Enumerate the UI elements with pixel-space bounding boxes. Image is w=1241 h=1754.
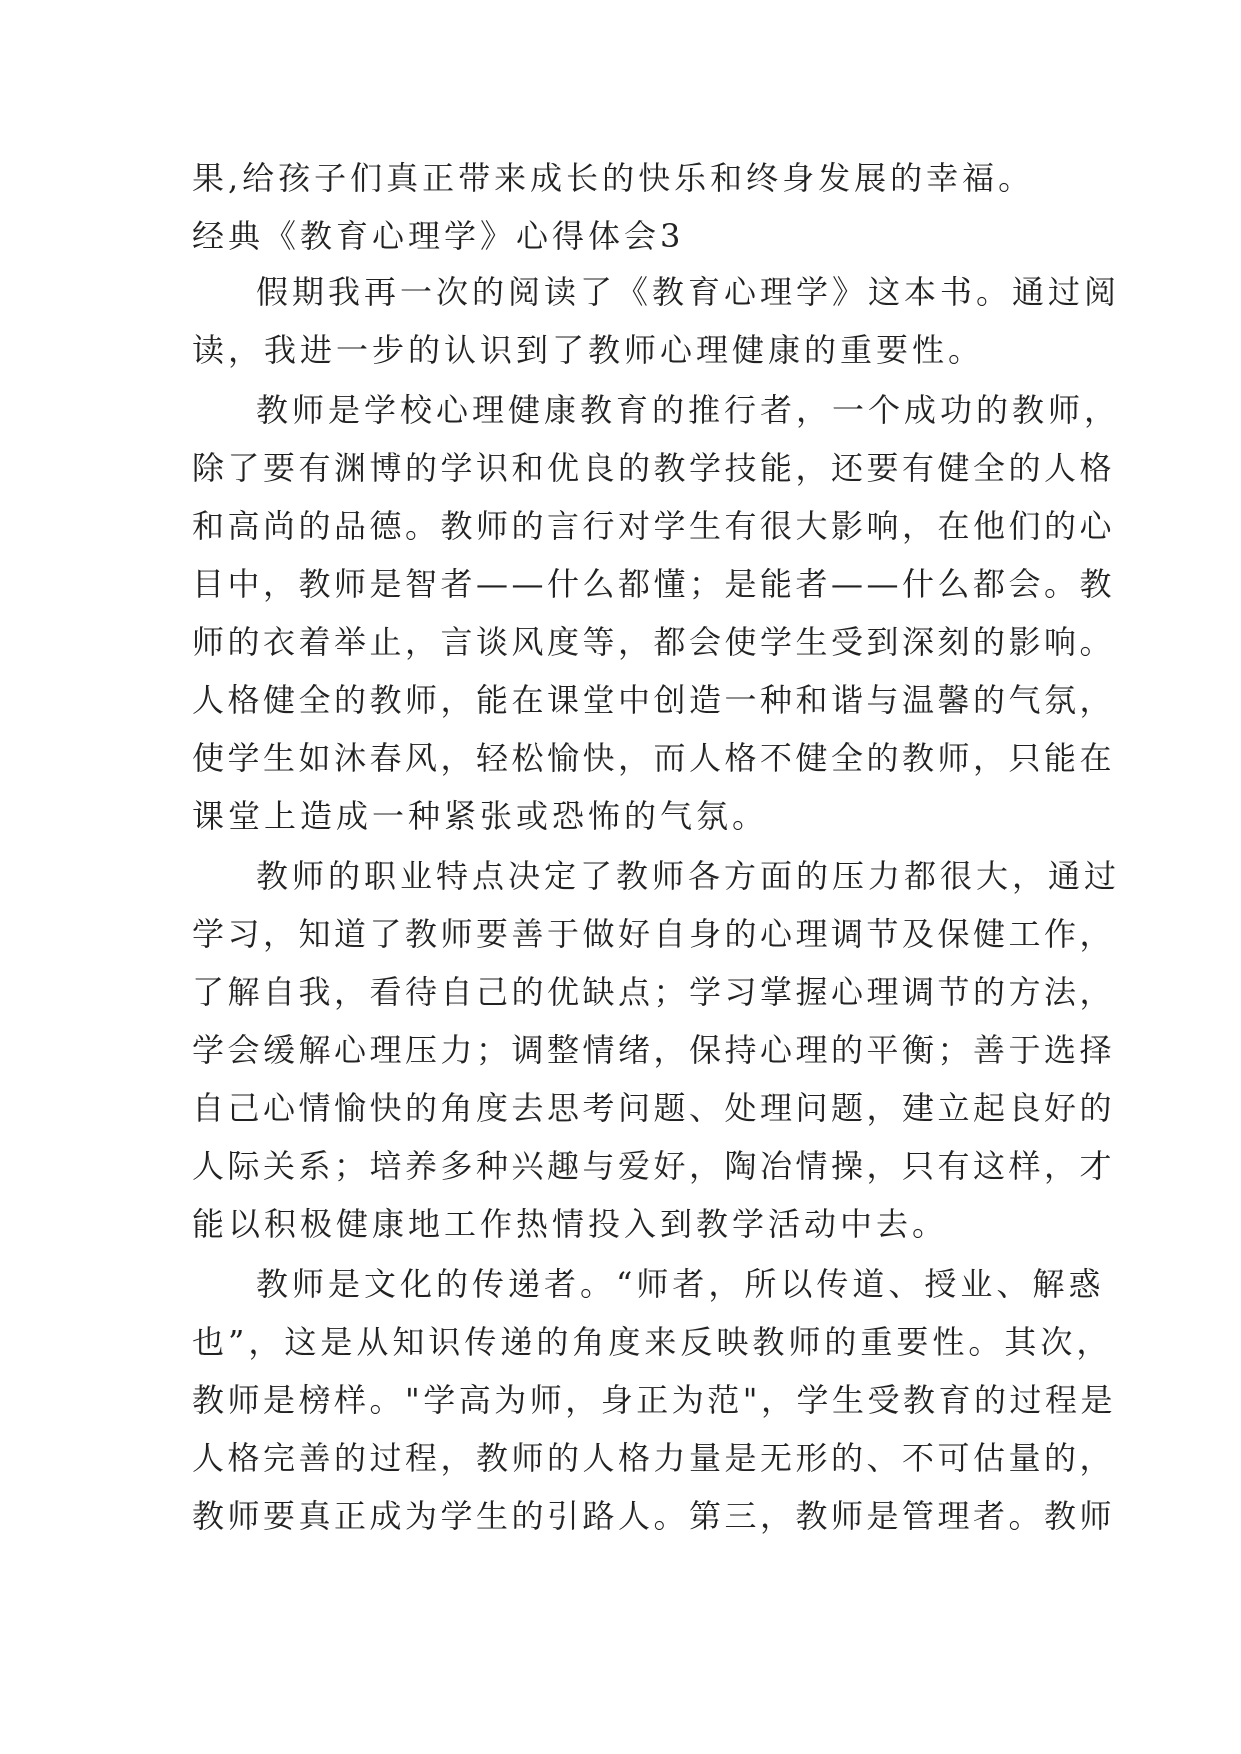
- paragraph-line: 师的衣着举止，言谈风度等，都会使学生受到深刻的影响。: [192, 623, 1116, 661]
- paragraph-line: 教师是榜样。"学高为师，身正为范"，学生受教育的过程是: [192, 1381, 1116, 1419]
- paragraph-line: 教师是学校心理健康教育的推行者，一个成功的教师，: [256, 391, 1121, 429]
- paragraph-line: 也”，这是从知识传递的角度来反映教师的重要性。其次，: [192, 1323, 1113, 1361]
- paragraph-line: 教师是文化的传递者。“师者，所以传道、授业、解惑: [256, 1265, 1105, 1303]
- paragraph-line: 教师要真正成为学生的引路人。第三，教师是管理者。教师: [192, 1497, 1116, 1535]
- paragraph-line: 了解自我，看待自己的优缺点；学习掌握心理调节的方法，: [192, 973, 1116, 1011]
- paragraph-line: 除了要有渊博的学识和优良的教学技能，还要有健全的人格: [192, 449, 1116, 487]
- paragraph-line: 自己心情愉快的角度去思考问题、处理问题，建立起良好的: [192, 1089, 1116, 1127]
- paragraph-line: 和高尚的品德。教师的言行对学生有很大影响，在他们的心: [192, 507, 1116, 545]
- section-heading: 经典《教育心理学》心得体会3: [192, 217, 685, 255]
- paragraph-line: 教师的职业特点决定了教师各方面的压力都很大，通过: [256, 857, 1121, 895]
- paragraph-line: 读，我进一步的认识到了教师心理健康的重要性。: [192, 331, 985, 369]
- paragraph-continuation-line: 果,给孩子们真正带来成长的快乐和终身发展的幸福。: [192, 159, 1035, 197]
- paragraph-line: 能以积极健康地工作热情投入到教学活动中去。: [192, 1205, 949, 1243]
- paragraph-line: 人格完善的过程，教师的人格力量是无形的、不可估量的，: [192, 1439, 1116, 1477]
- paragraph-line: 使学生如沐春风，轻松愉快，而人格不健全的教师，只能在: [192, 739, 1116, 777]
- paragraph-line: 目中，教师是智者——什么都懂；是能者——什么都会。教: [192, 565, 1116, 603]
- paragraph-line: 人际关系；培养多种兴趣与爱好，陶冶情操，只有这样，才: [192, 1147, 1116, 1185]
- paragraph-line: 学会缓解心理压力；调整情绪，保持心理的平衡；善于选择: [192, 1031, 1116, 1069]
- paragraph-line: 学习，知道了教师要善于做好自身的心理调节及保健工作，: [192, 915, 1116, 953]
- paragraph-line: 人格健全的教师，能在课堂中创造一种和谐与温馨的气氛，: [192, 681, 1116, 719]
- paragraph-line: 课堂上造成一种紧张或恐怖的气氛。: [192, 797, 769, 835]
- paragraph-line: 假期我再一次的阅读了《教育心理学》这本书。通过阅: [256, 273, 1121, 311]
